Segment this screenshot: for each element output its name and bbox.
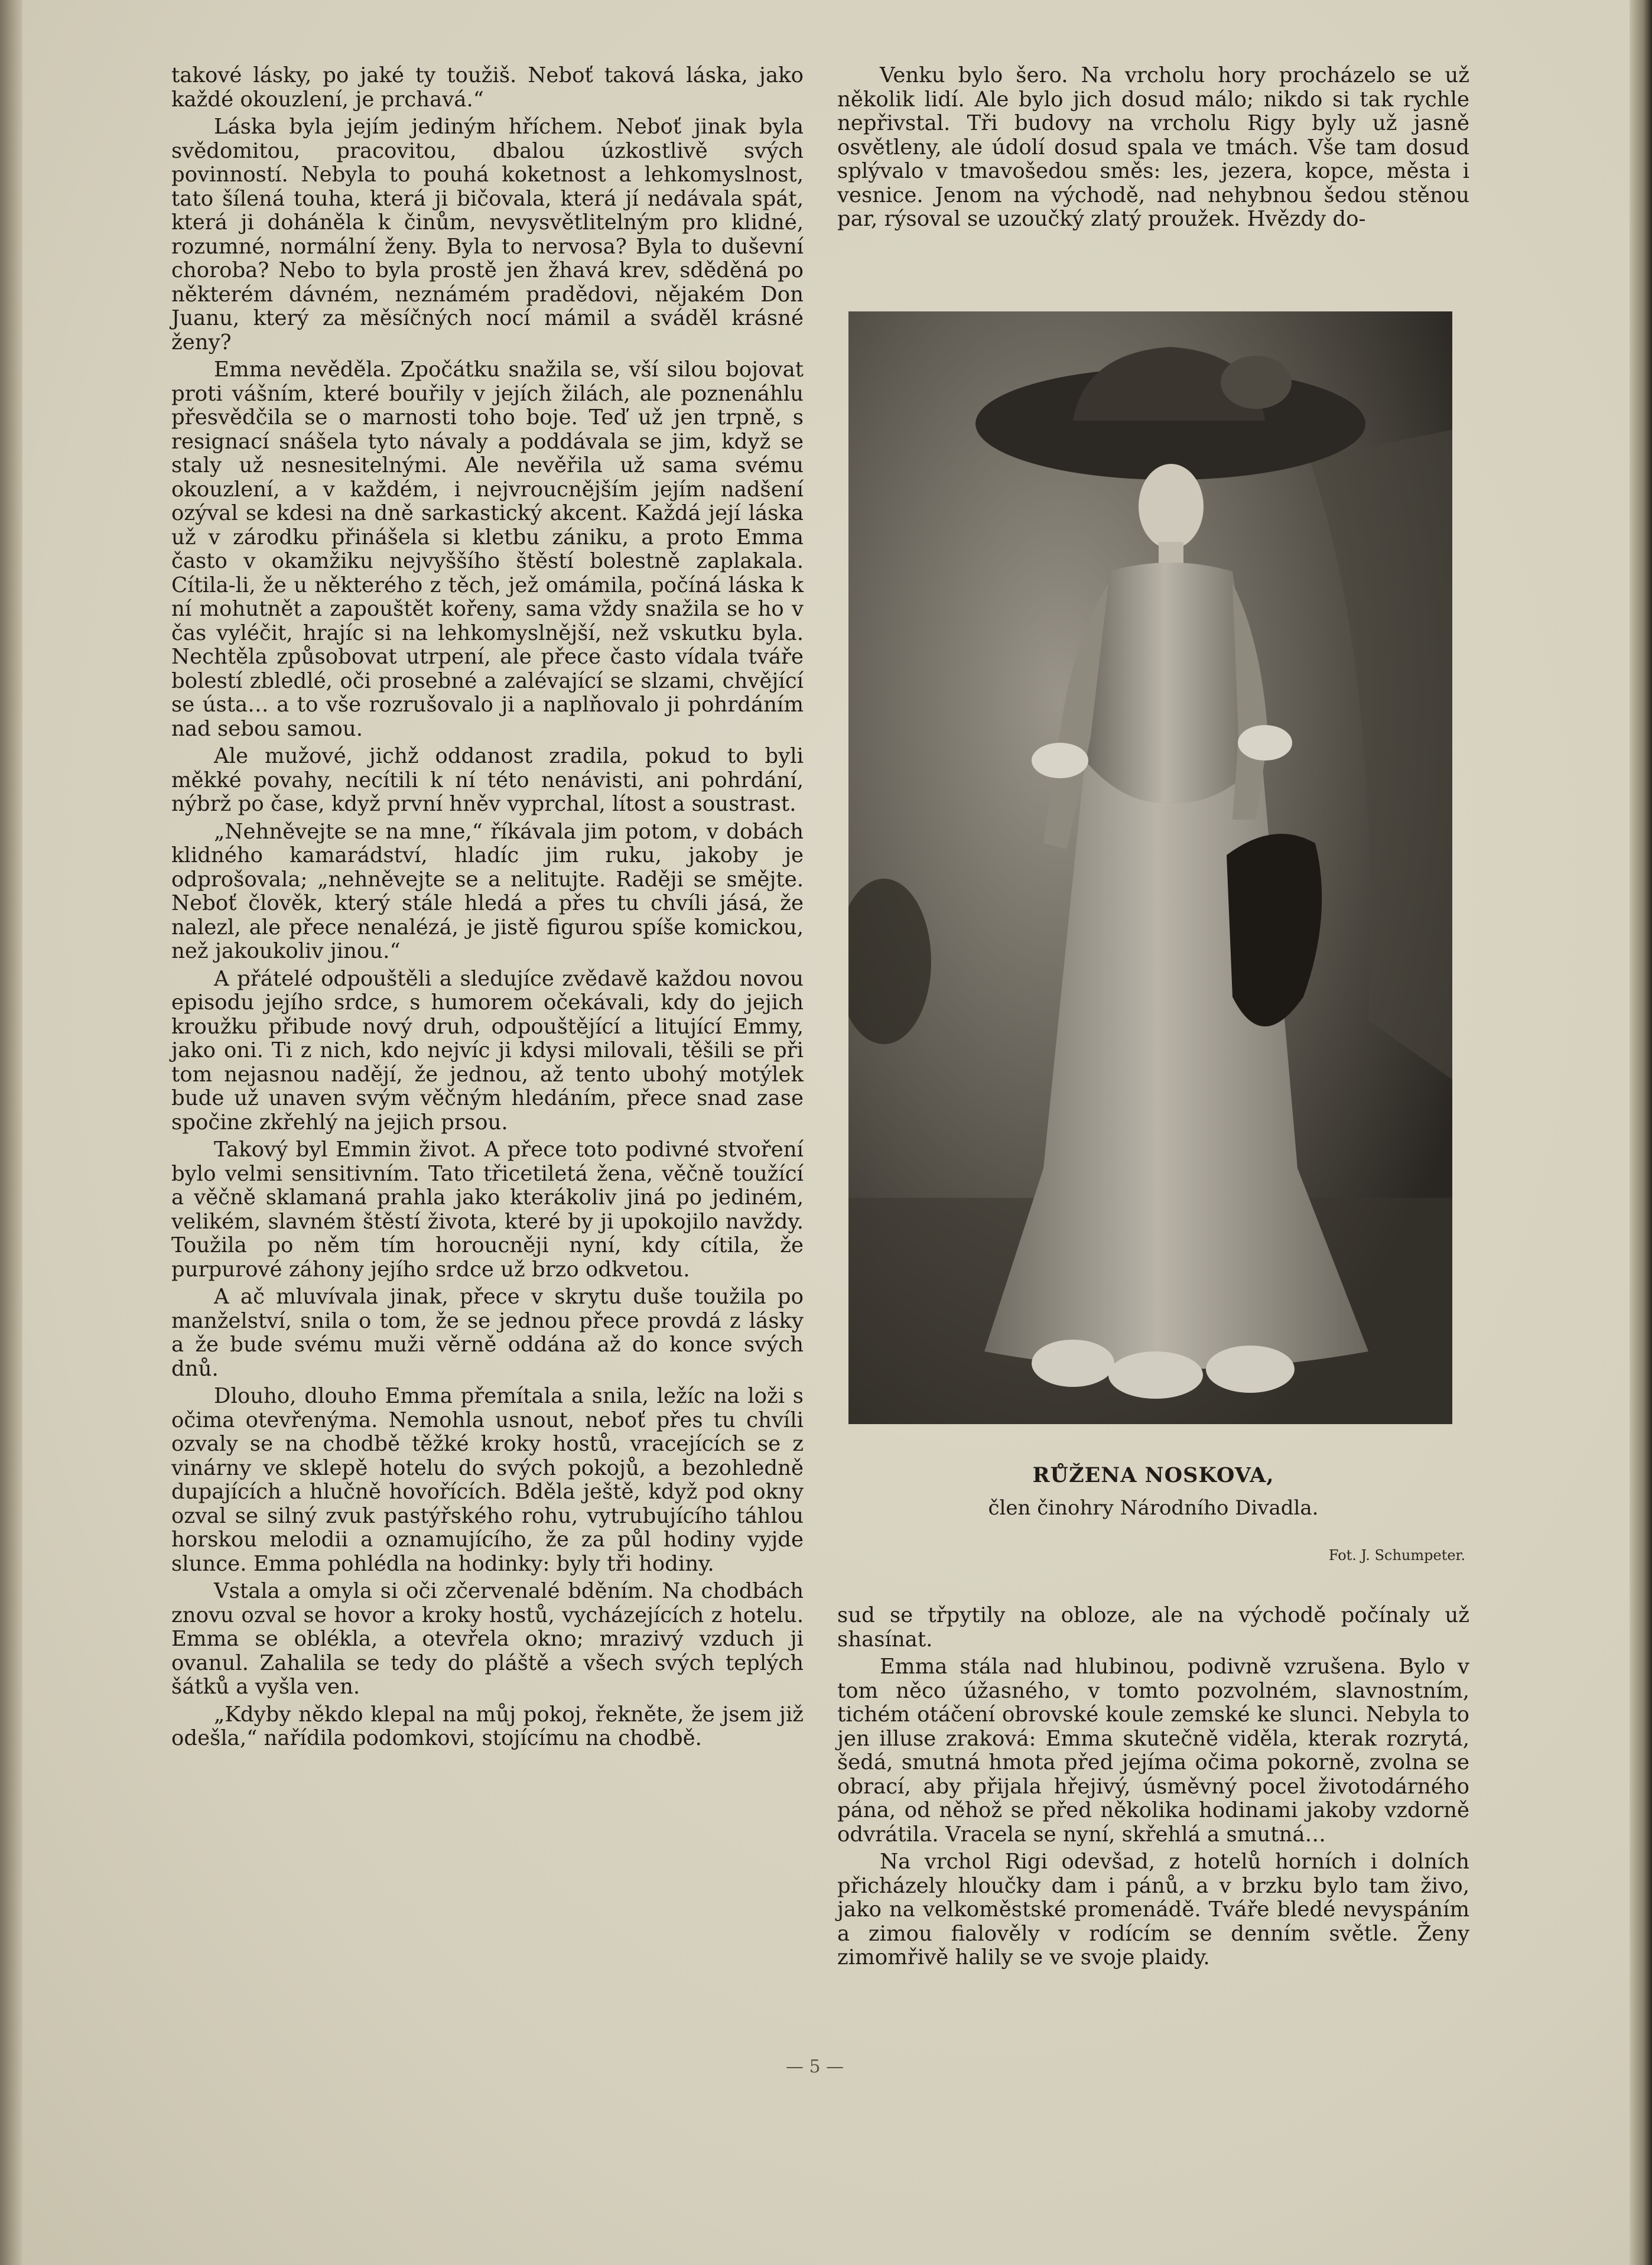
page-edge-shadow [1630,0,1652,2265]
paragraph: Ale mužové, jichž oddanost zradila, pokud to byli měkké povahy, necítili k ní této nenávisti, ani pohrdání, nýbrž po čase, když první hněv vyprchal, lítost a soustrast. [171,744,804,816]
left-text-column [171,64,804,1754]
right-text-column-top [837,64,1469,235]
paragraph: takové lásky, po jaké ty toužiš. Neboť taková láska, jako každé okouzlení, je prchavá.“ [171,63,804,112]
paragraph: Venku bylo šero. Na vrcholu hory procházelo se už několik lidí. Ale bylo jich dosud málo; nikdo si tak rychle nepřivstal. Tři budovy na vrcholu Rigy byly už jasně osvětleny, ale údolí dosud spala ve tmách. Vše tam dosud splývalo v tmavošedou směs: les, jezera, kopce, města i vesnice. Jenom na východě, nad nehybnou šedou stěnou par, rýsoval se uzoučký zlatý proužek. Hvězdy do- [837,63,1469,231]
paragraph: „Nehněvejte se na mne,“ říkávala jim potom, v dobách klidného kamarádství, hladíc jim ruku, jakoby je odprošovala; „nehněvejte se a nelitujte. Raději se smějte. Neboť člověk, který stále hledá a přes tu chvíli jásá, že nalezl, ale přece nenalézá, je jistě figurou spíše komickou, než jakoukoliv jinou.“ [171,819,804,963]
paragraph: Vstala a omyla si oči zčervenalé bděním. Na chodbách znovu ozval se hovor a kroky hostů, vycházejících z hotelu. Emma se oblékla, a otevřela okno; mrazivý vzduch ji ovanul. Zahalila se tedy do pláště a všech svých teplých šátků a vyšla ven. [171,1579,804,1699]
paragraph: Emma nevěděla. Zpočátku snažila se, vší silou bojovat proti vášním, které bouřily v jejích žilách, ale poznenáhlu přesvědčila se o marnosti toho boje. Teď už jen trpně, s resignací snášela tyto návaly a poddávala se jim, když se staly už nesnesitelnými. Ale nevěřila už samа svému okouzlení, a v každém, i nejvroucnějším jejím nadšení ozýval se kdesi na dně sarkastický akcent. Každá její láska už v zárodku přinášela si kletbu zániku, a proto Emma často v okamžiku nejvyššího štěstí bolestně zaplakala. Cítila-li, že u některého z těch, jež omámila, počíná láska k ní mohutnět a zapouštět kořeny, sama vždy snažila se ho v čas vyléčit, hrajíc si na lehkomyslnější, než vskutku byla. Nechtěla způsobovat utrpení, ale přece často vídala tváře bolestí zbledlé, oči prosebné a zalévající se slzami, chvějící se ústa… a to vše rozrušovalo ji a naplňovalo ji pohrdáním nad sebou samou. [171,358,804,741]
paragraph: A ač mluvívala jinak, přece v skrytu duše toužila po manželství, snila o tom, že se jednou přece provdá z lásky a že bude svému muži věrně oddána až do konce svých dnů. [171,1285,804,1381]
right-text-column-bottom [837,1604,1469,1974]
paragraph: Na vrchol Rigi odevšad, z hotelů horních i dolních přicházely hloučky dam i pánů, a v brzku bylo tam živo, jako na velkoměstské promenádě. Tváře bledé nevyspáním a zimou fialověly v rodícím se denním světle. Ženy zimomřivě halily se ve svoje plaidy. [837,1850,1469,1970]
paragraph: Takový byl Emmin život. A přece toto podivné stvoření bylo velmi sensitivním. Tato třicetiletá žena, věčně toužící a věčně sklamaná prahla jako kterákoliv jiná po jediném, velikém, slavném štěstí života, které by ji upokojilo navždy. Toužila po něm tím horoucněji nyní, kdy cítila, že purpurové záhony jejího srdce už brzo odkvetou. [171,1138,804,1282]
binding-spine [0,0,22,2265]
photo-caption-name: RŮŽENA NOSKOVA, [1032,1463,1274,1487]
paragraph: Emma stála nad hlubinou, podivně vzrušena. Bylo v tom něco úžasného, v tomto pozvolném, slavnostním, tichém otáčení obrovské koule zemské ke slunci. Nebyla to jen illuse zraková: Emma skutečně viděla, kterak rozrytá, šedá, smutná hmota před jejíma očima pokorně, zvolna se obrací, aby přijala hřejivý, úsměvný pocel životodárného pána, od něhož se před několika hodinami jakoby vzdorně odvrátila. Vracela se nyní, skřehlá a smutná… [837,1655,1469,1847]
paragraph: „Kdyby někdo klepal na můj pokoj, řekněte, že jsem již odešla,“ nařídila podomkovi, stojícímu na chodbě. [171,1702,804,1750]
paragraph: Láska byla jejím jediným hříchem. Neboť jinak byla svědomitou, pracovitou, dbalou úzkostlivě svých povinností. Nebyla to pouhá koketnost a lehkomyslnost, tato šílená touha, která ji bičovala, která jí nedávala spát, která ji doháněla k činům, nevysvětlitelným pro klidné, rozumné, normální ženy. Byla to nervosa? Byla to duševní choroba? Nebo to byla prostě jen žhavá krev, sděděná po některém dávném, neznámém pradědovi, nějakém Don Juanu, který za měsíčných nocí mámil a sváděl krásné ženy? [171,115,804,355]
photo-caption-role: člen činohry Národního Divadla. [988,1496,1319,1520]
portrait-illustration [848,311,1452,1424]
photo-credit: Fot. J. Schumpeter. [1328,1547,1465,1564]
portrait-photo [848,311,1452,1424]
paragraph: A přátelé odpouštěli a sledujíce zvědavě každou novou episodu jejího srdce, s humorem očekávali, kdy do jejich kroužku přibude nový druh, odpouštějící a litující Emmy, jako oni. Ti z nich, kdo nejvíc ji kdysi milovali, těšili se při tom nejasnou nadějí, že jednou, až tento ubohý motýlek bude už unaven svým věčným hledáním, přece snad zase spočine zkřehlý na jejich prsou. [171,966,804,1135]
page-number: — 5 — [786,2056,844,2077]
paragraph: sud se třpytily na obloze, ale na východě počínaly už shasínat. [837,1603,1469,1652]
paragraph: Dlouho, dlouho Emma přemítala a snila, ležíc na loži s očima otevřenýma. Nemohla usnout, neboť přes tu chvíli ozvaly se na chodbě těžké kroky hostů, vracejících se z vinárny ve sklepě hotelu do svých pokojů, a bezohledně dupajících a hlučně hovořících. Bděla ještě, když pod okny ozval se silný zvuk pastýřského rohu, vytrubujícího táhlou horskou melodii a oznamujícího, že za půl hodiny vyjde slunce. Emma pohlédla na hodinky: byly tři hodiny. [171,1384,804,1576]
